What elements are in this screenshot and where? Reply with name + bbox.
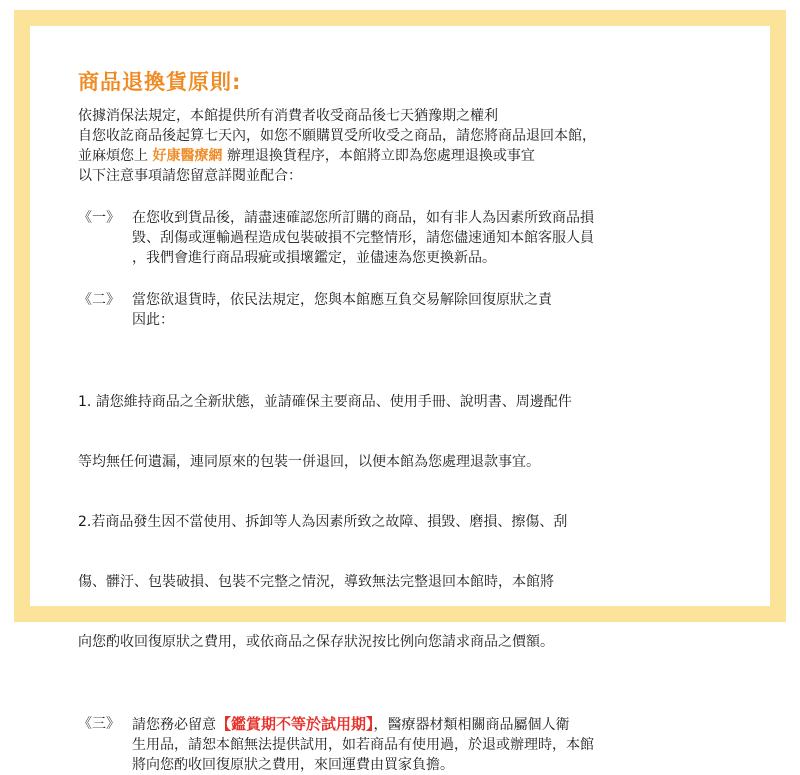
list-item: 等均無任何遺漏，連同原來的包裝一併退回，以便本館為您處理退款事宜。	[78, 454, 540, 470]
intro-text: 並麻煩您上	[78, 148, 148, 164]
section-line: 毀、刮傷或運輸過程造成包裝破損不完整情形，請您儘速通知本館客服人員	[132, 230, 594, 246]
numbered-list	[78, 352, 738, 692]
list-item: 2.若商品發生因不當使用、拆卸等人為因素所致之故障、損毀、磨損、擦傷、刮	[78, 514, 568, 530]
list-item: 傷、髒汙、包裝破損、包裝不完整之情況，導致無法完整退回本館時，本館將	[78, 574, 554, 590]
section-line: 在您收到貨品後，請盡速確認您所訂購的商品，如有非人為因素所致商品損	[132, 210, 594, 226]
section-number: 《三》	[78, 716, 120, 732]
section-number: 《一》	[78, 210, 120, 226]
section-text: 請您務必留意	[132, 717, 216, 733]
intro-line: 以下注意事項請您留意詳閱並配合：	[78, 168, 302, 184]
page-title: 商品退換貨原則:	[78, 70, 242, 94]
brand-name: 好康醫療網	[152, 148, 223, 164]
section-line: 因此：	[132, 312, 174, 328]
intro-line	[78, 146, 738, 166]
list-item: 1. 請您維持商品之全新狀態，並請確保主要商品、使用手冊、說明書、周邊配件	[78, 394, 572, 410]
section-line: 將向您酌收回復原狀之費用，來回運費由買家負擔。	[132, 757, 454, 773]
intro-paragraph	[78, 106, 738, 186]
section-number: 《二》	[78, 292, 120, 308]
section-line: ，我們會進行商品瑕疵或損壞鑑定，並儘速為您更換新品。	[132, 250, 496, 266]
section-two	[78, 290, 738, 330]
intro-line: 依據消保法規定，本館提供所有消費者收受商品後七天猶豫期之權利	[78, 108, 498, 124]
section-line: 生用品，請恕本館無法提供試用，如若商品有使用過，於退或辦理時，本館	[132, 737, 594, 753]
highlight-warning: 【鑑賞期不等於試用期】	[216, 715, 374, 733]
section-text: ，醫療器材類相關商品屬個人衛	[373, 717, 570, 733]
section-one	[78, 208, 738, 268]
section-line: 當您欲退貨時，依民法規定，您與本館應互負交易解除回復原狀之責	[132, 292, 552, 308]
section-line	[132, 714, 738, 735]
intro-line: 自您收訖商品後起算七天內，如您不願購買受所收受之商品，請您將商品退回本館，	[78, 128, 596, 144]
return-policy-content	[78, 68, 738, 775]
intro-text: 辦理退換貨程序，本館將立即為您處理退換或事宜	[226, 148, 535, 164]
section-three	[78, 714, 738, 775]
list-item: 向您酌收回復原狀之費用，或依商品之保存狀況按比例向您請求商品之價額。	[78, 634, 554, 650]
